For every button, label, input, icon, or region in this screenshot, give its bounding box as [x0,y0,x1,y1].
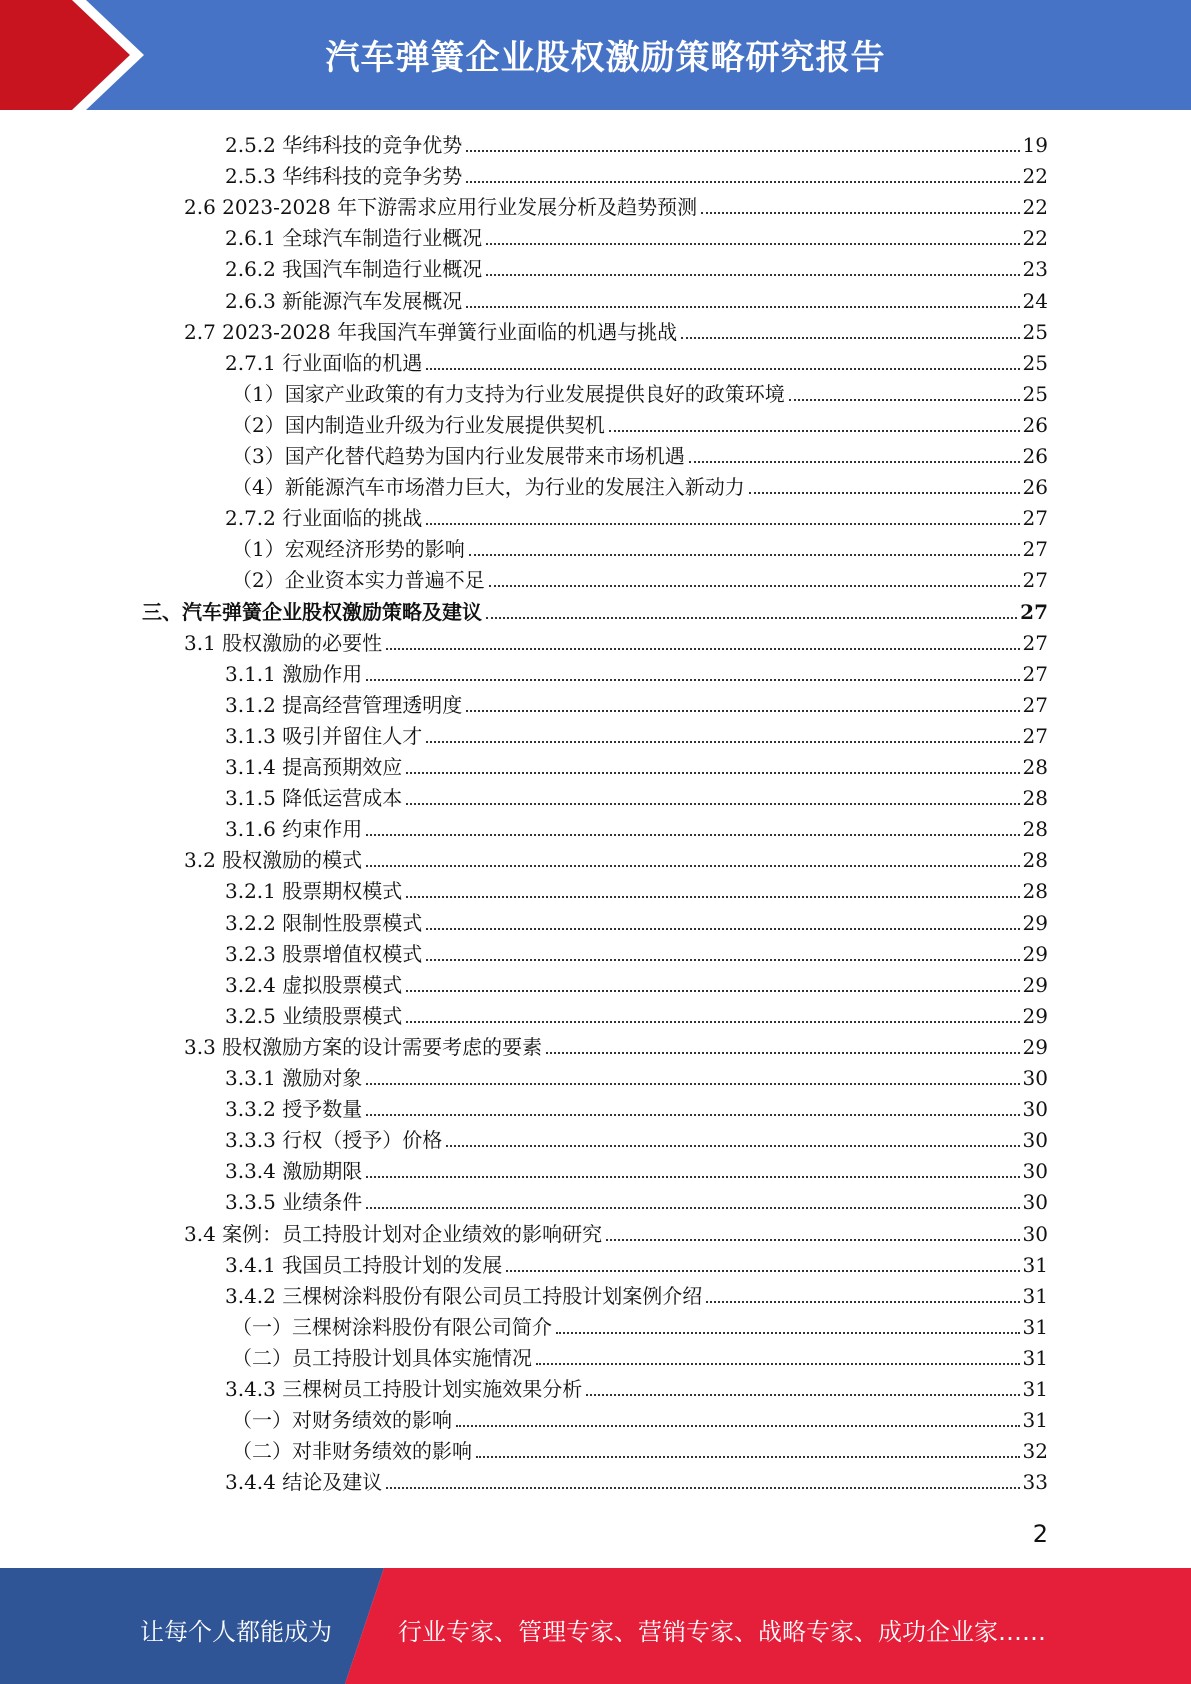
toc-entry-page: 26 [1022,413,1048,437]
toc-dot-leader [466,306,1019,308]
toc-entry[interactable] [225,1153,1048,1184]
toc-entry-page: 27 [1022,693,1048,717]
toc-entry-title: 3.2 股权激励的模式 [184,848,363,872]
toc-entry-title: 3.1 股权激励的必要性 [184,631,383,655]
toc-entry-page: 26 [1022,444,1048,468]
toc-entry-page: 29 [1022,973,1048,997]
toc-entry-title: 2.5.2 华纬科技的竞争优势 [225,133,463,157]
toc-entry-title: （二）员工持股计划具体实施情况 [232,1346,532,1370]
toc-dot-leader [366,679,1019,681]
toc-entry-page: 29 [1022,911,1048,935]
toc-dot-leader [386,648,1019,650]
toc-entry-title: 2.6 2023-2028 年下游需求应用行业发展分析及趋势预测 [184,195,698,219]
toc-entry[interactable] [225,780,1048,811]
toc-entry[interactable] [232,1340,1048,1371]
toc-entry-page: 27 [1022,537,1048,561]
toc-dot-leader [366,865,1019,867]
toc-entry-page: 22 [1022,195,1048,219]
toc-entry-page: 29 [1022,1004,1048,1028]
toc-entry-title: 3.4.4 结论及建议 [225,1470,383,1494]
toc-entry-title: 3.1.3 吸引并留住人才 [225,724,423,748]
toc-entry-page: 25 [1022,320,1048,344]
toc-entry[interactable] [225,1122,1048,1153]
toc-entry-title: 3.4.1 我国员工持股计划的发展 [225,1253,503,1277]
toc-dot-leader [366,1114,1019,1116]
toc-dot-leader [706,1301,1019,1303]
toc-entry[interactable] [184,189,1048,220]
toc-dot-leader [689,461,1020,463]
toc-entry-title: 3.1.6 约束作用 [225,817,363,841]
toc-entry[interactable] [225,936,1048,967]
toc-entry-title: 3.3.3 行权（授予）价格 [225,1128,443,1152]
toc-entry[interactable] [225,873,1048,904]
toc-entry-title: 3.4.2 三棵树涂料股份有限公司员工持股计划案例介绍 [225,1284,703,1308]
toc-entry[interactable] [232,1309,1048,1340]
toc-entry-title: 3.3.4 激励期限 [225,1159,363,1183]
toc-entry[interactable] [225,500,1048,531]
toc-entry-page: 30 [1022,1190,1048,1214]
toc-entry[interactable] [225,811,1048,842]
toc-dot-leader [406,803,1019,805]
toc-entry[interactable] [232,469,1048,500]
toc-entry-title: （一）对财务绩效的影响 [232,1408,452,1432]
toc-entry-title: 2.6.1 全球汽车制造行业概况 [225,226,483,250]
toc-dot-leader [466,710,1019,712]
toc-entry-title: 3.1.5 降低运营成本 [225,786,403,810]
toc-entry[interactable] [184,1029,1048,1060]
toc-entry-title: 3.4.3 三棵树员工持股计划实施效果分析 [225,1377,583,1401]
toc-dot-leader [466,150,1019,152]
toc-entry-page: 28 [1022,786,1048,810]
report-footer [0,1568,1191,1684]
toc-entry-title: 2.5.3 华纬科技的竞争劣势 [225,164,463,188]
toc-entry-title: 3.2.3 股票增值权模式 [225,942,423,966]
toc-dot-leader [406,772,1019,774]
toc-entry-title: （4）新能源汽车市场潜力巨大，为行业的发展注入新动力 [232,475,745,499]
toc-entry-page: 31 [1022,1315,1048,1339]
toc-entry-page: 31 [1022,1377,1048,1401]
toc-entry[interactable] [225,1371,1048,1402]
toc-entry-title: 三、汽车弹簧企业股权激励策略及建议 [142,600,482,624]
toc-entry[interactable] [184,314,1048,345]
toc-entry-title: 3.3.5 业绩条件 [225,1190,363,1214]
toc-dot-leader [366,1207,1019,1209]
toc-entry-page: 25 [1022,382,1048,406]
toc-dot-leader [466,181,1019,183]
toc-entry-title: （1）国家产业政策的有力支持为行业发展提供良好的政策环境 [232,382,785,406]
toc-entry-page: 27 [1022,662,1048,686]
toc-entry[interactable] [225,1184,1048,1215]
toc-entry-page: 30 [1022,1066,1048,1090]
toc-entry-page: 30 [1022,1128,1048,1152]
toc-dot-leader [486,243,1019,245]
toc-dot-leader [426,928,1019,930]
toc-entry-page: 26 [1022,475,1048,499]
toc-entry-page: 22 [1022,164,1048,188]
toc-entry-title: 3.3 股权激励方案的设计需要考虑的要素 [184,1035,543,1059]
toc-dot-leader [406,990,1019,992]
toc-dot-leader [789,399,1020,401]
toc-entry-page: 28 [1022,817,1048,841]
toc-entry-page: 27 [1022,568,1048,592]
toc-entry-page: 31 [1022,1408,1048,1432]
toc-entry[interactable] [225,1247,1048,1278]
toc-dot-leader [476,1456,1020,1458]
toc-entry-page: 28 [1022,755,1048,779]
footer-slogan-left: 让每个人都能成为 [140,1618,332,1646]
toc-entry-page: 19 [1022,133,1048,157]
toc-entry[interactable] [232,438,1048,469]
toc-entry[interactable] [232,1402,1048,1433]
toc-entry[interactable] [225,158,1048,189]
toc-entry[interactable] [225,251,1048,282]
toc-entry[interactable] [225,1464,1048,1495]
toc-entry[interactable] [225,905,1048,936]
toc-entry[interactable] [184,1216,1048,1247]
toc-entry[interactable] [232,407,1048,438]
toc-entry-title: 2.6.3 新能源汽车发展概况 [225,289,463,313]
toc-entry-title: 3.3.1 激励对象 [225,1066,363,1090]
toc-dot-leader [681,337,1019,339]
toc-entry[interactable] [232,531,1048,562]
toc-dot-leader [586,1394,1019,1396]
toc-entry-page: 27 [1020,600,1048,624]
toc-dot-leader [426,523,1019,525]
toc-dot-leader [406,896,1019,898]
toc-entry-page: 24 [1022,289,1048,313]
toc-entry-title: 2.7.2 行业面临的挑战 [225,506,423,530]
toc-entry-title: 2.7.1 行业面临的机遇 [225,351,423,375]
toc-entry[interactable] [225,718,1048,749]
toc-entry-title: 3.2.1 股票期权模式 [225,879,403,903]
toc-entry[interactable] [232,1433,1048,1464]
toc-dot-leader [366,834,1019,836]
toc-entry-title: 2.7 2023-2028 年我国汽车弹簧行业面临的机遇与挑战 [184,320,678,344]
toc-entry[interactable] [232,376,1048,407]
toc-entry[interactable] [184,842,1048,873]
toc-entry-page: 31 [1022,1253,1048,1277]
toc-dot-leader [556,1332,1020,1334]
toc-dot-leader [426,741,1019,743]
toc-entry-title: 3.2.4 虚拟股票模式 [225,973,403,997]
toc-entry-page: 30 [1022,1097,1048,1121]
toc-entry[interactable] [225,656,1048,687]
toc-entry[interactable] [225,345,1048,376]
footer-slogan-right: 行业专家、管理专家、营销专家、战略专家、成功企业家…… [398,1618,1046,1646]
toc-entry-title: 3.4 案例：员工持股计划对企业绩效的影响研究 [184,1222,603,1246]
toc-entry[interactable] [225,1278,1048,1309]
toc-dot-leader [749,492,1020,494]
toc-entry-page: 27 [1022,724,1048,748]
toc-entry-title: （1）宏观经济形势的影响 [232,537,465,561]
toc-entry-page: 31 [1022,1284,1048,1308]
toc-entry-title: （2）国内制造业升级为行业发展提供契机 [232,413,605,437]
toc-entry-page: 25 [1022,351,1048,375]
page-number: 2 [1032,1520,1048,1548]
toc-dot-leader [456,1425,1020,1427]
toc-entry-page: 28 [1022,848,1048,872]
toc-entry-page: 23 [1022,257,1048,281]
toc-entry[interactable] [142,594,1048,625]
toc-entry-page: 27 [1022,631,1048,655]
toc-entry[interactable] [225,127,1048,158]
toc-dot-leader [446,1145,1019,1147]
toc-entry[interactable] [184,625,1048,656]
toc-entry-page: 31 [1022,1346,1048,1370]
toc-entry-page: 27 [1022,506,1048,530]
toc-dot-leader [366,1176,1019,1178]
toc-dot-leader [366,1083,1019,1085]
toc-entry-page: 29 [1022,942,1048,966]
toc-entry-page: 28 [1022,879,1048,903]
toc-dot-leader [536,1363,1020,1365]
toc-entry-title: 3.2.2 限制性股票模式 [225,911,423,935]
toc-entry-page: 29 [1022,1035,1048,1059]
toc-entry-page: 30 [1022,1159,1048,1183]
toc-entry-title: （二）对非财务绩效的影响 [232,1439,472,1463]
toc-entry-title: （2）企业资本实力普遍不足 [232,568,485,592]
toc-entry-page: 32 [1022,1439,1048,1463]
toc-dot-leader [426,959,1019,961]
toc-dot-leader [406,1021,1019,1023]
toc-entry-page: 33 [1022,1470,1048,1494]
toc-dot-leader [426,368,1019,370]
toc-entry[interactable] [232,562,1048,593]
toc-entry-title: （一）三棵树涂料股份有限公司简介 [232,1315,552,1339]
toc-entry[interactable] [225,749,1048,780]
toc-dot-leader [486,617,1017,619]
toc-entry-page: 30 [1022,1222,1048,1246]
toc-entry-title: 3.2.5 业绩股票模式 [225,1004,403,1028]
report-title: 汽车弹簧企业股权激励策略研究报告 [325,38,886,78]
toc-entry[interactable] [225,1091,1048,1122]
toc-entry-title: 3.1.1 激励作用 [225,662,363,686]
toc-entry-title: 3.3.2 授予数量 [225,1097,363,1121]
toc-entry-page: 22 [1022,226,1048,250]
toc-entry-title: 3.1.2 提高经营管理透明度 [225,693,463,717]
toc-dot-leader [489,585,1020,587]
toc-entry-title: （3）国产化替代趋势为国内行业发展带来市场机遇 [232,444,685,468]
toc-dot-leader [701,212,1019,214]
toc-entry[interactable] [225,687,1048,718]
toc-entry[interactable] [225,967,1048,998]
toc-entry-title: 3.1.4 提高预期效应 [225,755,403,779]
toc-dot-leader [606,1239,1019,1241]
toc-entry[interactable] [225,1060,1048,1091]
toc-dot-leader [546,1052,1019,1054]
toc-dot-leader [486,274,1019,276]
toc-dot-leader [386,1487,1019,1489]
toc-dot-leader [506,1270,1019,1272]
toc-dot-leader [609,430,1020,432]
toc-entry[interactable] [225,220,1048,251]
toc-entry-title: 2.6.2 我国汽车制造行业概况 [225,257,483,281]
toc-entry[interactable] [225,998,1048,1029]
toc-entry[interactable] [225,283,1048,314]
toc-dot-leader [469,554,1020,556]
report-header [0,0,1191,110]
